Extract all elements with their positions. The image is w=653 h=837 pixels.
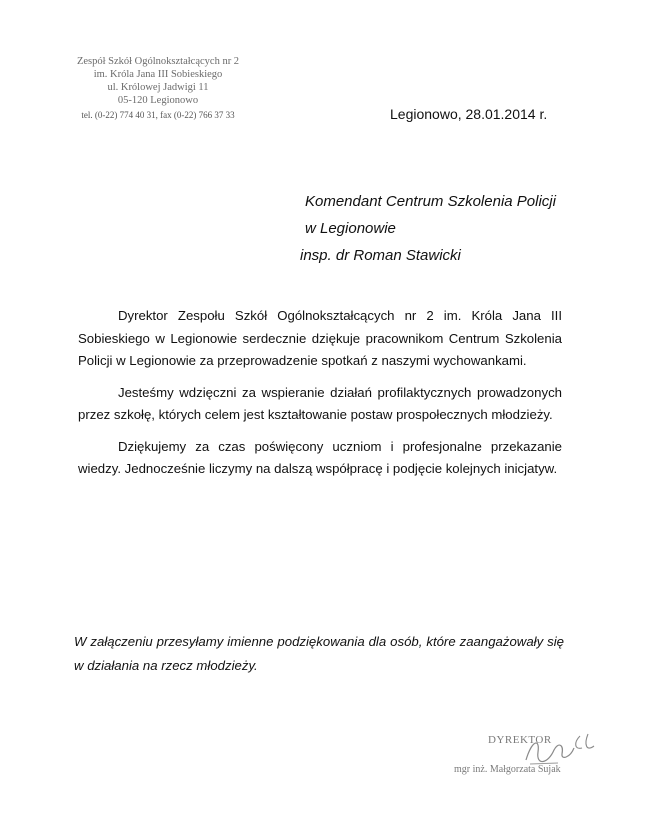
body-paragraph-3: Dziękujemy za czas poświęcony uczniom i profesjonalne przekazanie wiedzy. Jednocześnie liczymy na dalszą współpracę i podjęcie kolejnych inicjatyw. — [78, 438, 562, 476]
recipient-title: Komendant Centrum Szkolenia Policji — [305, 193, 556, 210]
letterhead-street: ul. Królowej Jadwigi 11 — [107, 82, 209, 93]
letterhead-patron: im. Króla Jana III Sobieskiego — [93, 69, 223, 80]
letterhead-city: 05-120 Legionowo — [117, 95, 199, 106]
letterhead-contact: tel. (0-22) 774 40 31, fax (0-22) 766 37 33 — [81, 110, 235, 120]
attachment-note: W załączeniu przesyłamy imienne podziękowania dla osób, które zaangażowały się w działania na rzecz młodzieży. — [74, 634, 564, 673]
recipient-name: insp. dr Roman Stawicki — [300, 247, 461, 264]
letter-date: Legionowo, 28.01.2014 r. — [390, 106, 548, 122]
letter-body — [78, 305, 562, 481]
recipient-block — [300, 188, 630, 269]
recipient-location: w Legionowie — [305, 220, 396, 237]
body-paragraph-2: Jesteśmy wdzięczni za wspieranie działań profilaktycznych prowadzonych przez szkołę, których celem jest kształtowanie postaw prospołecznych młodzieży. — [78, 384, 562, 422]
letterhead-school-name: Zespół Szkół Ogólnokształcących nr 2 — [76, 56, 240, 67]
signature-block — [448, 730, 598, 790]
body-paragraph-1: Dyrektor Zespołu Szkół Ogólnokształcących nr 2 im. Króla Jana III Sobieskiego w Legionowie serdecznie dziękuje pracownikom Centrum Szkolenia Policji w Legionowie za przeprowadzenie spotkań z naszymi wychowankami. — [78, 308, 562, 368]
signature-title: DYREKTOR — [488, 734, 552, 746]
signature-name: mgr inż. Małgorzata Sujak — [454, 764, 561, 775]
letterhead-stamp — [58, 55, 258, 122]
